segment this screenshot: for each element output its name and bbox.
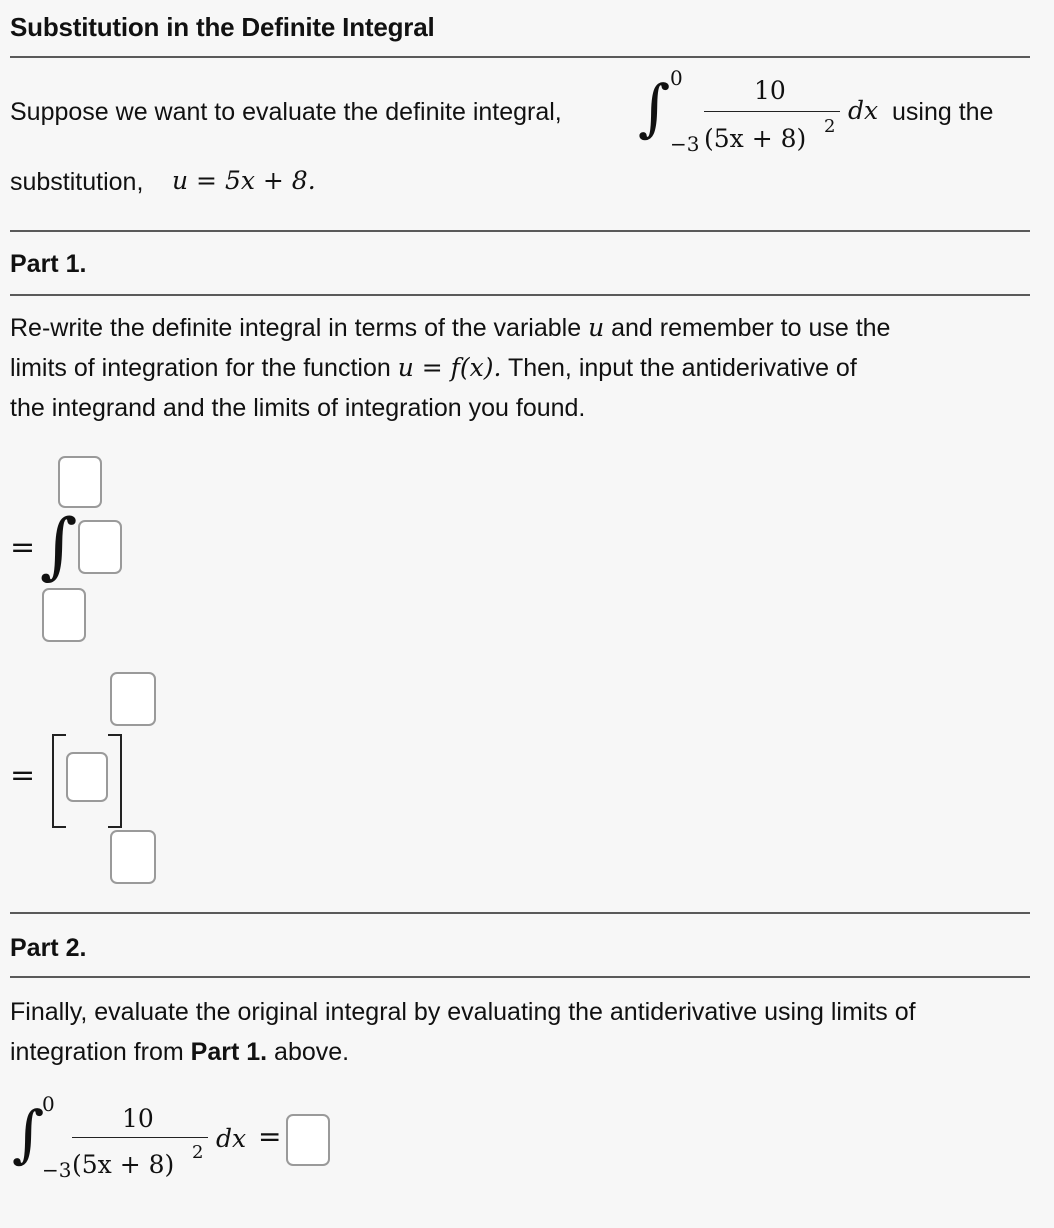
intro-line2: substitution,: [10, 168, 144, 196]
divider: [10, 976, 1030, 978]
integral-sign-icon: ∫: [12, 1097, 45, 1170]
part1-text-1b: and remember to use the: [611, 314, 891, 342]
exponent: 2: [192, 1142, 204, 1163]
antiderivative-input[interactable]: [66, 752, 108, 802]
equals-sign: =: [10, 530, 36, 565]
equals-sign: =: [258, 1120, 282, 1153]
intro-lead: Suppose we want to evaluate the definite integral,: [10, 98, 562, 126]
part2-line2-bold: Part 1.: [190, 1038, 268, 1066]
divider: [10, 294, 1030, 296]
integral-sign-icon: ∫: [638, 71, 671, 144]
intro-tail: using the: [892, 98, 994, 126]
part1-text-2a: limits of integration for the function: [10, 354, 391, 382]
part2-heading: Part 2.: [10, 934, 87, 962]
intro-integral: [636, 64, 856, 164]
part1-text-3: the integrand and the limits of integration you found.: [10, 394, 586, 422]
denominator: (5x + 8): [72, 1150, 175, 1179]
part2-line2-post: above.: [274, 1038, 350, 1066]
page-title: Substitution in the Definite Integral: [10, 12, 435, 42]
func-u: u = f(x).: [397, 353, 502, 382]
fraction-bar: [704, 111, 840, 112]
numerator: 10: [122, 1104, 154, 1133]
integrand-input[interactable]: [78, 520, 122, 574]
left-bracket: [52, 734, 66, 828]
equals-sign: =: [10, 758, 36, 793]
numerator: 10: [754, 76, 786, 105]
part1-heading: Part 1.: [10, 250, 87, 278]
part2-line1: Finally, evaluate the original integral by evaluating the antiderivative using limits of: [10, 998, 916, 1026]
lower-limit-input[interactable]: [42, 588, 86, 642]
upper-limit: 0: [670, 66, 683, 90]
right-bracket: [108, 734, 122, 828]
lower-limit: −3: [670, 132, 700, 156]
var-u: u: [588, 313, 605, 342]
lower-limit: −3: [42, 1158, 72, 1182]
final-integral: [10, 1092, 230, 1192]
part1-text-2b: Then, input the antiderivative of: [507, 354, 857, 382]
lower-eval-input[interactable]: [110, 830, 156, 884]
part1-text-1a: Re-write the definite integral in terms of the variable: [10, 314, 582, 342]
divider: [10, 230, 1030, 232]
substitution: u = 5x + 8.: [172, 166, 316, 195]
denominator: (5x + 8): [704, 124, 807, 153]
exponent: 2: [824, 116, 836, 137]
divider: [10, 56, 1030, 58]
differential: dx: [216, 1124, 247, 1153]
fraction-bar: [72, 1137, 208, 1138]
upper-eval-input[interactable]: [110, 672, 156, 726]
part2-line2-pre: integration from: [10, 1038, 184, 1066]
integral-sign-icon: ∫: [40, 503, 78, 587]
differential: dx: [848, 96, 879, 125]
final-answer-input[interactable]: [286, 1114, 330, 1166]
divider: [10, 912, 1030, 914]
upper-limit: 0: [42, 1092, 55, 1116]
